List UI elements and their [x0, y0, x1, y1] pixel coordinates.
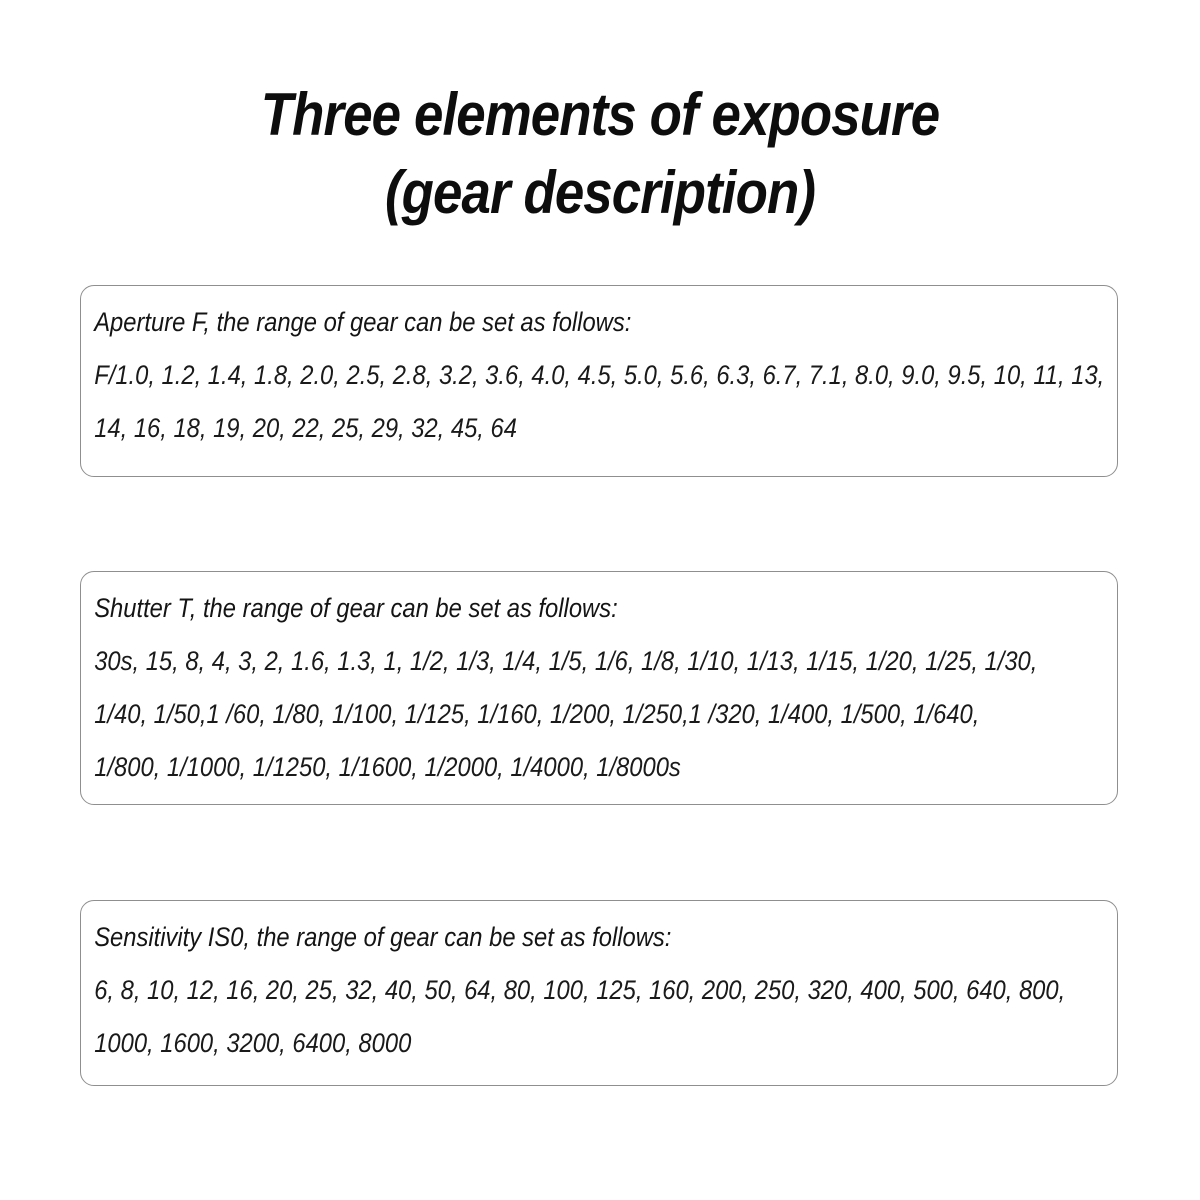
iso-heading: Sensitivity IS0, the range of gear can be set as follows: — [94, 922, 672, 952]
aperture-values-line-1: F/1.0, 1.2, 1.4, 1.8, 2.0, 2.5, 2.8, 3.2, 3.6, 4.0, 4.5, 5.0, 5.6, 6.3, 6.7, 7.1, 8.0, 9.0, 9.5, 10, 11, 13, — [94, 360, 1105, 390]
page-title-line-2: (gear description) — [384, 159, 816, 226]
iso-panel-content — [81, 901, 1130, 1070]
iso-values-line-1: 6, 8, 10, 12, 16, 20, 25, 32, 40, 50, 64, 80, 100, 125, 160, 200, 250, 320, 400, 500, 640, 800, — [94, 975, 1066, 1005]
page-title — [72, 76, 1128, 232]
shutter-panel — [80, 571, 1118, 805]
iso-values-line-2: 1000, 1600, 3200, 6400, 8000 — [94, 1028, 412, 1058]
shutter-values-line-2: 1/40, 1/50,1 /60, 1/80, 1/100, 1/125, 1/160, 1/200, 1/250,1 /320, 1/400, 1/500, 1/640, — [94, 699, 980, 729]
page-title-line-1: Three elements of exposure — [260, 81, 940, 148]
shutter-heading: Shutter T, the range of gear can be set as follows: — [94, 593, 618, 623]
shutter-values-line-1: 30s, 15, 8, 4, 3, 2, 1.6, 1.3, 1, 1/2, 1/3, 1/4, 1/5, 1/6, 1/8, 1/10, 1/13, 1/15, 1/20, 1/25, 1/30, — [94, 646, 1038, 676]
aperture-panel-content — [81, 286, 1130, 455]
shutter-values-line-3: 1/800, 1/1000, 1/1250, 1/1600, 1/2000, 1/4000, 1/8000s — [94, 752, 681, 782]
iso-panel — [80, 900, 1118, 1086]
aperture-panel — [80, 285, 1118, 477]
aperture-values-line-2: 14, 16, 18, 19, 20, 22, 25, 29, 32, 45, 64 — [94, 413, 517, 443]
aperture-heading: Aperture F, the range of gear can be set as follows: — [94, 307, 632, 337]
shutter-panel-content — [81, 572, 1130, 794]
